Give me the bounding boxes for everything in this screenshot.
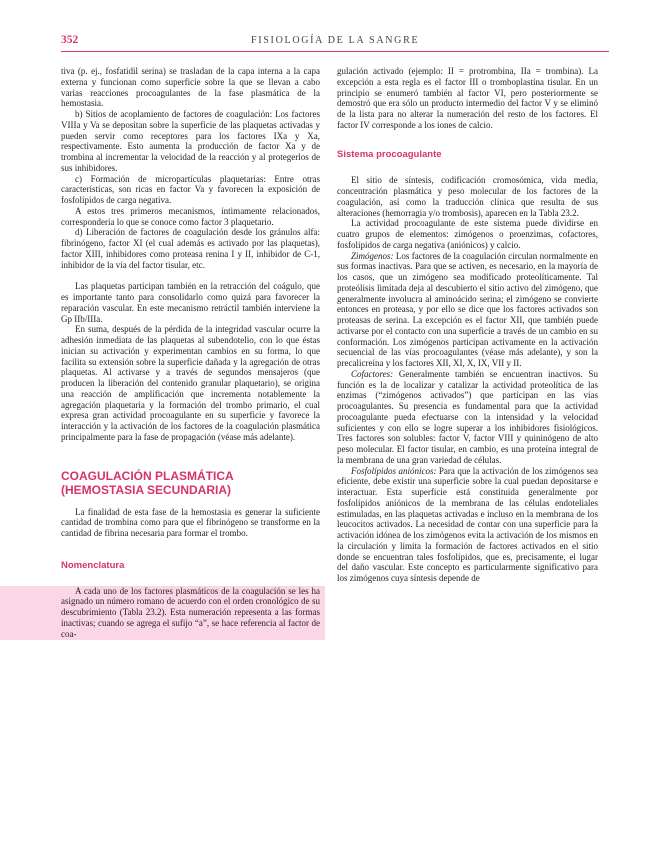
term-label: Fosfolípidos aniónicos: xyxy=(351,465,437,476)
paragraph: d) Liberación de factores de coagulación desde los gránulos alfa: fibrinógeno, factor XI (el cual además es activado por las plaquetas), factor XIII, inhibidores como proteasa renina I y II, inhibidor de C-1, inhibidor de la vía del factor tisular, etc. xyxy=(61,227,320,270)
paragraph: A estos tres primeros mecanismos, íntimamente relacionados, correspondería lo que se conoce como factor 3 plaquetario. xyxy=(61,205,320,227)
paragraph-text: Para que la activación de los zimógenos sea eficiente, debe existir una superficie sobre la cual puedan depositarse e interactuar. Esta superficie está constituida generalmente por fosfolípidos aniónicos de la membrana de las células endoteliales estimuladas, en las plaquetas activadas e incluso en la membrana de los leucocitos activados. La necesidad de contar con una superficie para la activación idónea de los zimógenos evita la activación de los mismos en la circulación y limita la formación de factores activados en el sitio donde se encuentran tales fosfolípidos, que es, precisamente, el lugar del daño vascular. Este concepto es particularmente significativo para los zimógenos cuya síntesis depende de xyxy=(337,465,598,583)
section-title-line: COAGULACIÓN PLASMÁTICA xyxy=(61,468,234,483)
paragraph: Las plaquetas participan también en la retracción del coágulo, que es importante tanto para consolidarlo como quizá para favorecer la reparación vascular. En este mecanismo retráctil también interviene la Gp IIb/IIIa. xyxy=(61,281,320,324)
subheading-nomenclatura: Nomenclatura xyxy=(61,559,125,571)
term-label: Cofactores: xyxy=(351,368,394,379)
paragraph: tiva (p. ej., fosfatidil serina) se trasladan de la capa interna a la capa externa y funcionan como superficie sobre la que se llevan a cabo varias reacciones procoagulantes de la fase plasmática de la hemostasia. xyxy=(61,66,320,109)
right-column xyxy=(337,66,598,584)
paragraph: La actividad procoagulante de este sistema puede dividirse en cuatro grupos de elementos: zimógenos o proenzimas, cofactores, fosfolípidos de carga negativa (aniónicos) y calcio. xyxy=(337,218,598,250)
running-title: FISIOLOGÍA DE LA SANGRE xyxy=(251,35,420,46)
paragraph xyxy=(337,369,598,466)
paragraph-text: Los factores de la coagulación circulan normalmente en sus formas inactivas. Para que se activen, es necesario, en la mayoría de los casos, que un zimógeno sea modificado proteolíticamente. Tal proteólisis limitada deja al descubierto el sitio activo del zimógeno, que generalmente involucra al aminoácido serina; el zimógeno se convierte entonces en proteasa, y por ello se dice que los factores activados son proteasas de serina. La excepción es el factor XII, que también puede activarse por el contacto con una superficie a través de un cambio en su conformación. Los zimógenos participan activamente en la activación secuencial de las vías procoagulantes (véase más adelante), y son la precalicreína y los factores XII, XI, X, IX, VII y II. xyxy=(337,250,598,368)
paragraph: A cada uno de los factores plasmáticos de la coagulación se les ha asignado un número romano de acuerdo con el orden cronológico de su descubrimiento (Tabla 23.2). Esta numeración representa a las formas inactivas; cuando se agrega el sufijo “a”, se hace referencia al factor de coa- xyxy=(61,585,320,639)
paragraph: c) Formación de micropartículas plaquetarias: Entre otras características, son ricas en factor Va y favorecen la exposición de fosfolípidos de carga negativa. xyxy=(61,173,320,205)
term-label: Zimógenos: xyxy=(351,250,394,261)
subheading-sistema-procoagulante: Sistema procoagulante xyxy=(337,148,442,160)
header-rule xyxy=(61,51,609,52)
left-column xyxy=(61,66,320,639)
paragraph: La finalidad de esta fase de la hemostasia es generar la suficiente cantidad de trombina como para que el fibrinógeno se transforme en la cantidad de fibrina necesaria para formar el trombo. xyxy=(61,506,320,538)
section-title xyxy=(61,469,320,497)
paragraph xyxy=(337,466,598,584)
paragraph: El sitio de síntesis, codificación cromosómica, vida media, concentración plasmática y peso molecular de los factores de la coagulación, así como la traducción clínica que resulta de sus alteraciones (hemorragia y/o trombosis), aparecen en la Tabla 23.2. xyxy=(337,175,598,218)
paragraph: gulación activado (ejemplo: II = protrombina, IIa = trombina). La excepción a esta regla es el factor III o tromboplastina tisular. En un principio se enumeró también al factor VI, pero posteriormente se demostró que era sólo un producto intermedio del factor V y se eliminó de la lista para no alterar la numeración del resto de los factores. El factor IV corresponde a los iones de calcio. xyxy=(337,66,598,130)
paragraph: En suma, después de la pérdida de la integridad vascular ocurre la adhesión inmediata de las plaquetas al subendotelio, con lo que éstas inician su activación y experimentan cambios en su forma, lo que facilita su extensión sobre la superficie dañada y la agregación de otras plaquetas. Al activarse y a través de segundos mensajeros (que producen la liberación del contenido granular plaquetario), se origina una reacción de amplificación que incrementa notablemente la agregación plaquetaria y la formación del trombo primario, el cual expresa gran actividad procoagulante en su superficie y favorece la interacción y la activación de los factores de la coagulación plasmática principalmente para la fase de propagación (véase más adelante). xyxy=(61,324,320,442)
section-title-line: (HEMOSTASIA SECUNDARIA) xyxy=(61,482,231,497)
section-heading xyxy=(61,469,320,497)
page-number: 352 xyxy=(61,34,79,46)
paragraph: b) Sitios de acoplamiento de factores de coagulación: Los factores VIIIa y Va se depositan sobre la superficie de las plaquetas activadas y pueden servir como receptores para los factores IXa y Xa, respectivamente. Esto aumenta la producción de factor Xa y de trombina al incrementar la velocidad de la reacción y al protegerlos de sus inhibidores. xyxy=(61,109,320,173)
paragraph xyxy=(337,251,598,369)
paragraph-text: Generalmente también se encuentran inactivos. Su función es la de localizar y catalizar la actividad proteolítica de las enzimas (“zimógenos activados”) que participan en las vías procoagulantes. Su presencia es fundamental para que la actividad procoagulante pueda efectuarse con la intensidad y la velocidad suficientes y con ello se logre superar a los inhibidores fisiológicos. Tres factores son solubles: factor V, factor VIII y quininógeno de alto peso molecular. El factor tisular, en cambio, es una proteína integral de la membrana de una gran variedad de células. xyxy=(337,368,598,465)
